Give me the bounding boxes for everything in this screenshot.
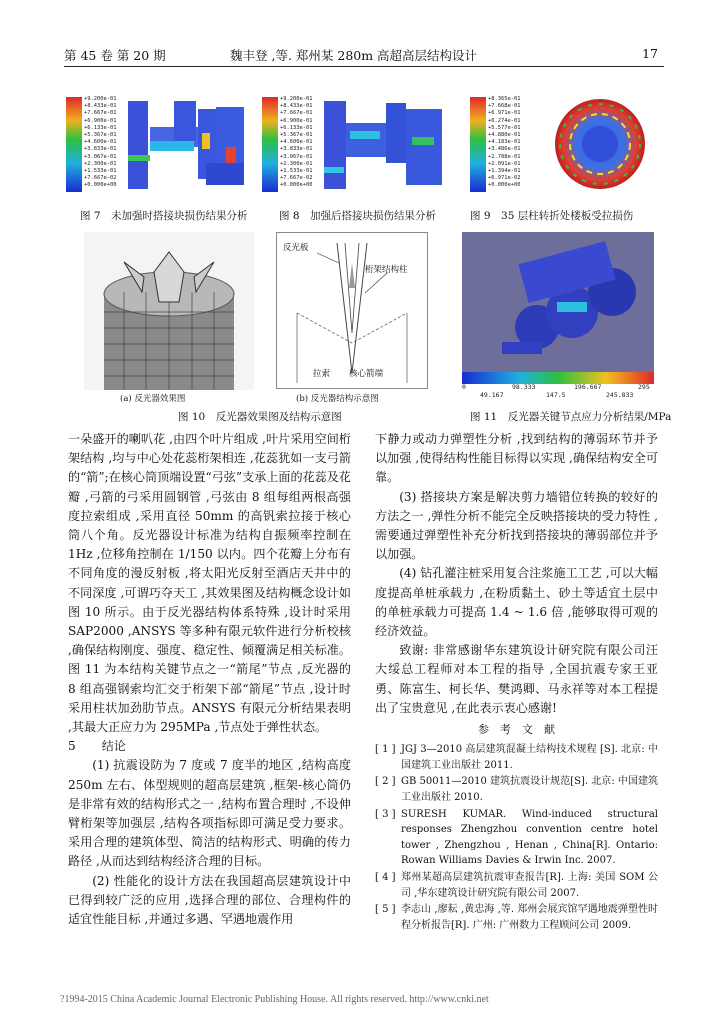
fig8-caption: 图 8 加强后搭接块损伤结果分析: [279, 210, 437, 222]
section-heading: [68, 737, 351, 756]
reference-item: [ 1 ] JGJ 3—2010 高层建筑混凝土结构技术规程 [S]. 北京: 中国建筑工业出版社 2011.: [375, 744, 658, 771]
fig11-stress-plot: 0 98.333 196.667 295 49.167 147.5 245.833: [462, 232, 654, 384]
fig10a-subcaption: (a) 反光器效果图: [120, 394, 186, 404]
fig7-legend: +9.200e-01 +8.433e-01 +7.667e-01 +6.900e-01 +6.133e-01 +5.367e-01 +4.600e-01 +3.833e-01 +3.067e-01 +2.300e-01 +1.533e-01 +7.667e-02 +0.000e+00: [84, 96, 117, 189]
acknowledgement: 致谢: 非常感谢华东建筑设计研究院有限公司汪大绥总工程师对本工程的指导 ,全国抗震专家王亚勇、陈富生、柯长华、樊鸿卿、马永祥等对本工程提出了宝贵意见 ,在此表示衷心感谢!: [375, 643, 658, 715]
fig10b-subcaption: (b) 反光器结构示意图: [296, 394, 379, 404]
fig7-caption: 图 7 未加强时搭接块损伤结果分析: [80, 210, 248, 222]
right-paragraph-1: 下静力或动力弹塑性分析 ,找到结构的薄弱环节并予以加强 ,使得结构性能目标得以实现 ,确保结构安全可靠。: [375, 432, 658, 485]
left-paragraph-1: 一朵盛开的喇叭花 ,由四个叶片组成 ,叶片采用空间桁架结构 ,均与中心处花蕊桁架相连 ,花蕊犹如一支弓箭的“箭”;在核心筒顶端设置“弓弦”支承上面的花蕊及花瓣 ,弓箭的弓采用圆钢管 ,弓弦由 8 组每组两根高强度拉索组成 ,采用直径 50mm 的高钒索拉接于核心筒八个角。反光器设计标准为结构自振频率控制在 1Hz ,位移角控制在 1/150 以内。四个花瓣上分布有不同角度的漫反射板 ,将太阳光反射至酒店天井中的不同深度 ,可谓巧夺天工 ,其效果图及结构概念设计如图 10 所示。由于反光器结构体系特殊 ,设计时采用 SAP2000 ,ANSYS 等多种有限元软件进行分析校核 ,确保结构刚度、强度、稳定性、倾覆满足相关标准。图 11 为本结构关键节点之一“箭尾”节点 ,反光器的 8 组高强钢索均汇交于桁架下部“箭尾”节点 ,设计时采用柱状加劲肋节点。ANSYS 有限元分析结果表明 ,其最大正应力为 295MPa ,节点处于弹性状态。: [68, 432, 351, 735]
fig9-caption: 图 9 35 层柱转折处楼板受拉损伤: [470, 210, 634, 222]
fig10a-tower-image: [84, 232, 254, 390]
fig10b-label-reflector: 反光板: [283, 243, 309, 253]
references-title: 参 考 文 献: [478, 723, 555, 737]
fig10-caption: 图 10 反光器效果图及结构示意图: [178, 411, 342, 423]
reference-item: [ 4 ] 郑州某超高层建筑抗震审查报告[R]. 上海: 美国 SOM 公司 ,华东建筑设计研究院有限公司 2007.: [375, 872, 658, 899]
fig10a-rendering: [84, 232, 254, 390]
right-paragraph-2: (3) 搭接块方案是解决剪力墙错位转换的较好的方法之一 ,弹性分析不能完全反映搭接块的受力特性 ,需要通过弹塑性补充分析找到搭接块的薄弱部位并予以加强。: [375, 489, 658, 562]
figure-7: [66, 97, 256, 192]
reference-list: [375, 742, 658, 933]
page-number: 17: [642, 46, 658, 61]
fig11-node-image: [462, 232, 654, 384]
figure-8: [262, 97, 452, 192]
reference-item: [ 2 ] GB 50011—2010 建筑抗震设计规范[S]. 北京: 中国建筑工业出版社 2010.: [375, 776, 658, 804]
fig10b-schematic-drawing: [277, 233, 427, 388]
fig9-legend: +8.365e-01 +7.668e-01 +6.971e-01 +6.274e-01 +5.577e-01 +4.880e-01 +4.183e-01 +3.486e-01 +2.788e-01 +2.091e-01 +1.394e-01 +6.971e-02 +0.000e+00: [488, 96, 521, 189]
fig10b-label-node: 核心箭端: [349, 369, 384, 379]
running-title: 魏丰登 ,等. 郑州某 280m 高超高层结构设计: [230, 48, 478, 63]
fig11-caption: 图 11 反光器关键节点应力分析结果/MPa: [470, 411, 672, 423]
section-number: 5: [68, 739, 76, 754]
figure-9: [470, 97, 660, 192]
fig10b-schematic: [276, 232, 428, 389]
right-paragraph-3: (4) 钻孔灌注桩采用复合注浆施工工艺 ,可以大幅度提高单桩承载力 ,在粉质黏土、砂土等适宜土层中的单桩承载力可提高 1.4 ~ 1.6 倍 ,能够取得可观的经济效益。: [375, 566, 658, 639]
left-paragraph-3: (2) 性能化的设计方法在我国超高层建筑设计中已得到较广泛的应用 ,选择合理的部位、合理构件的适宜性能目标 ,并通过多遇、罕遇地震作用: [68, 873, 351, 927]
fig8-legend: +9.200e-01 +8.433e-01 +7.667e-01 +6.900e-01 +6.133e-01 +5.367e-01 +4.600e-01 +3.833e-01 +3.067e-01 +2.300e-01 +1.533e-01 +7.667e-02 +0.000e+00: [280, 96, 313, 189]
journal-issue: 第 45 卷 第 20 期: [64, 48, 166, 63]
header-rule: [64, 66, 664, 67]
left-paragraph-2: (1) 抗震设防为 7 度或 7 度半的地区 ,结构高度 250m 左右、体型规则的超高层建筑 ,框架-核心筒仍是非常有效的结构形式之一 ,结构布置合理时 ,不设伸臂桁架等加强层 ,结构各项指标即可满足受力要求。采用合理的建筑体型、简洁的结构形式、明确的传力路径 ,从而达到结构经济合理的目标。: [68, 758, 351, 869]
left-column: [68, 430, 351, 929]
reference-item: [ 5 ] 李志山 ,廖耘 ,黄忠海 ,等. 郑州会展宾馆罕遇地震弹塑性时程分析报告[R]. 广州: 广州数力工程顾问公司 2009.: [375, 904, 658, 931]
reference-item: [ 3 ] SURESH KUMAR. Wind-induced structural responses Zhengzhou convention centre hotel tower , Zhengzhou , Henan , China[R]. Ontario: Rowan Williams Davies & Irwin Inc. 2007.: [375, 808, 658, 867]
section-title: 结论: [101, 739, 126, 754]
copyright-footer: ?1994-2015 China Academic Journal Electronic Publishing House. All rights reserved. http://www.cnki.net: [60, 994, 489, 1005]
fig10b-label-truss: 桁架结构柱: [365, 265, 408, 275]
right-column: [375, 430, 658, 934]
fig10b-label-strut: 拉索: [313, 369, 331, 379]
